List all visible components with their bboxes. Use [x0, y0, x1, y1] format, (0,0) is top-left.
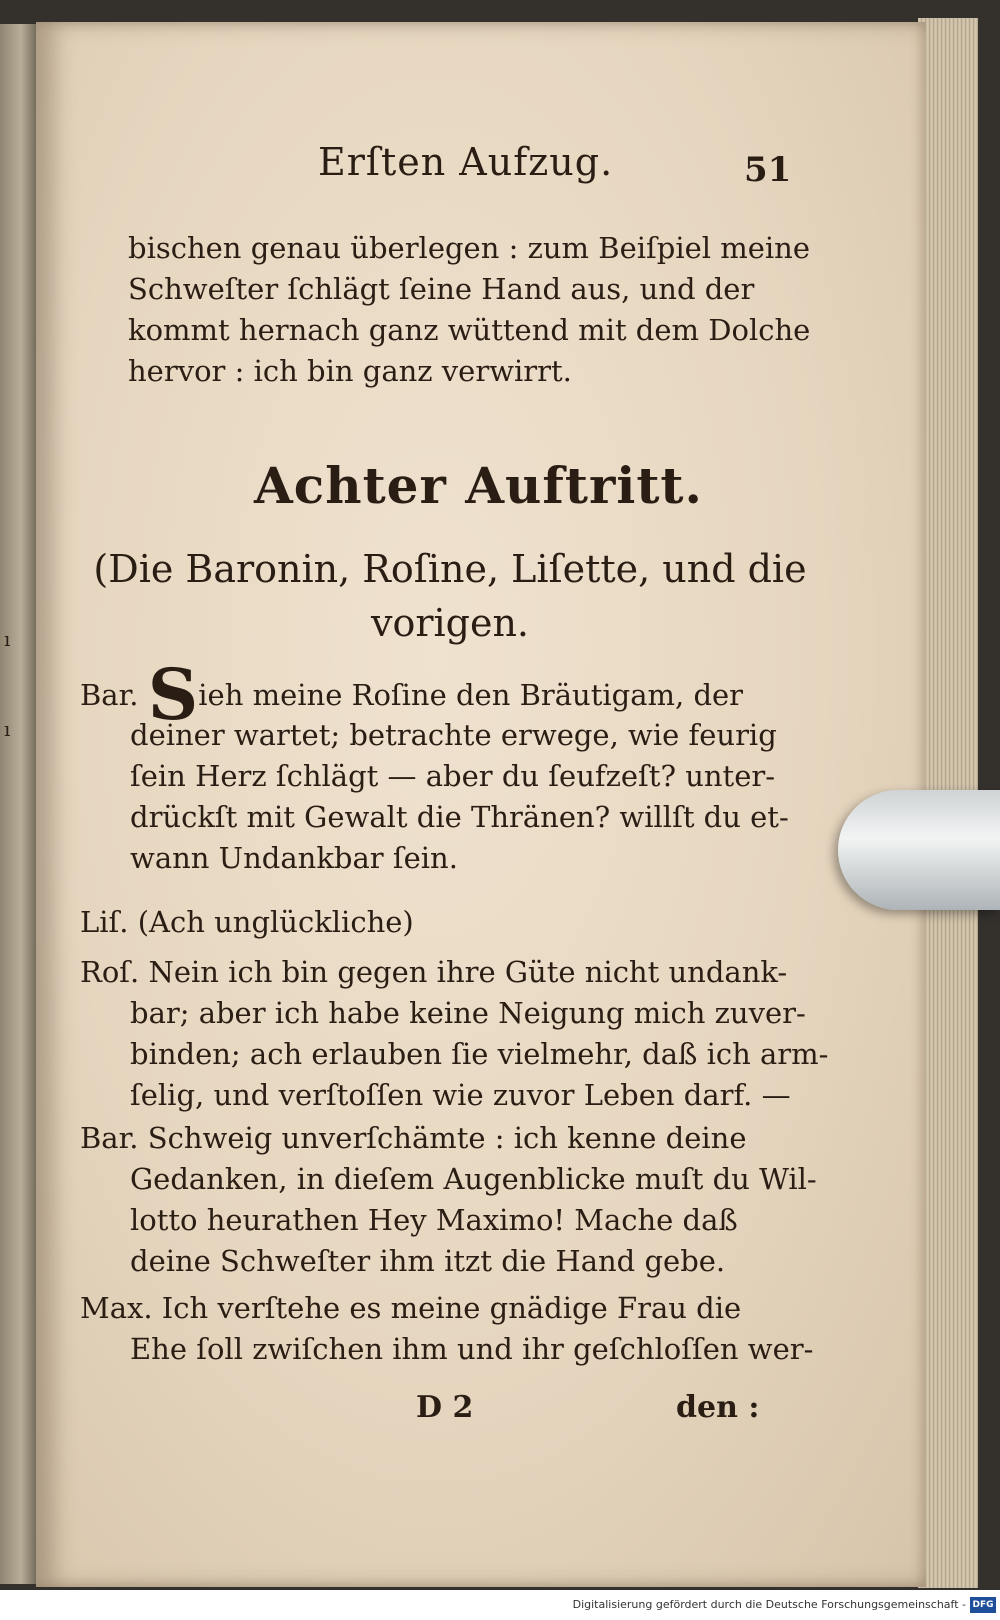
speech-line: lotto heurathen Hey Maximo! Mache daß	[130, 1203, 738, 1237]
speech-first-line: Ich verſtehe es meine gnädige Frau die	[161, 1291, 742, 1325]
stage-direction	[80, 542, 820, 650]
digitization-credit: Digitalisierung gefördert durch die Deutsche Forschungsgemeinschaft -	[0, 1590, 1000, 1620]
speech-line: deine Schweſter ihm itzt die Hand gebe.	[130, 1244, 726, 1278]
speech-maximo	[80, 1288, 814, 1370]
catchword: den :	[676, 1390, 760, 1425]
speaker-name: Bar.	[80, 678, 139, 712]
dfg-logo: DFG	[970, 1597, 996, 1613]
left-page-marks: ı ı	[4, 627, 11, 741]
running-head: Erſten Aufzug.	[318, 140, 614, 184]
speech-line: bar; aber ich habe keine Neigung mich zuver-	[130, 996, 806, 1030]
speech-line: Gedanken, in dieſem Augenblicke muſt du Wil-	[130, 1162, 817, 1196]
text-line: Schweſter ſchlägt ſeine Hand aus, und der	[128, 272, 755, 306]
speech-line: binden; ach erlauben ſie vielmehr, daß ich arm-	[130, 1037, 829, 1071]
opening-paragraph	[128, 228, 818, 392]
book-page	[36, 22, 926, 1587]
text-line: (Die Baronin, Roſine, Liſette, und die	[93, 547, 807, 591]
speaker-name: Roſ.	[80, 955, 140, 989]
speech-first-line: Schweig unverſchämte : ich kenne deine	[147, 1121, 747, 1155]
page-clip	[838, 790, 1000, 910]
speech-first-line: (Ach unglückliche)	[137, 905, 414, 939]
scene-heading: Achter Auftritt.	[254, 456, 703, 515]
left-page-sliver	[0, 24, 38, 1584]
speech-baronin-1	[80, 653, 789, 879]
drop-cap: S	[147, 653, 199, 736]
speech-line: wann Undankbar ſein.	[130, 841, 458, 875]
speech-first-line: Nein ich bin gegen ihre Güte nicht undank-	[148, 955, 788, 989]
speaker-name: Bar.	[80, 1121, 139, 1155]
speech-lisette	[80, 902, 780, 943]
speech-line: ſein Herz ſchlägt — aber du ſeufzeſt? unter-	[130, 759, 776, 793]
speaker-name: Liſ.	[80, 905, 129, 939]
signature-mark: D 2	[416, 1390, 474, 1425]
text-line: hervor : ich bin ganz verwirrt.	[128, 354, 572, 388]
text-line: vorigen.	[370, 601, 530, 645]
speech-line: drückſt mit Gewalt die Thränen? willſt du et-	[130, 800, 789, 834]
speaker-name: Max.	[80, 1291, 153, 1325]
text-line: kommt hernach ganz wüttend mit dem Dolche	[128, 313, 811, 347]
speech-line: ſelig, und verſtoſſen wie zuvor Leben darf. —	[130, 1078, 791, 1112]
speech-line: Ehe ſoll zwiſchen ihm und ihr geſchloſſen wer-	[130, 1332, 814, 1366]
speech-first-line: ieh meine Roſine den Bräutigam, der	[198, 678, 744, 712]
text-line: bischen genau überlegen : zum Beiſpiel meine	[128, 231, 811, 265]
speech-line: deiner wartet; betrachte erwege, wie feurig	[130, 718, 777, 752]
speech-rosine	[80, 952, 829, 1116]
speech-baronin-2	[80, 1118, 817, 1282]
page-number: 51	[744, 150, 792, 190]
